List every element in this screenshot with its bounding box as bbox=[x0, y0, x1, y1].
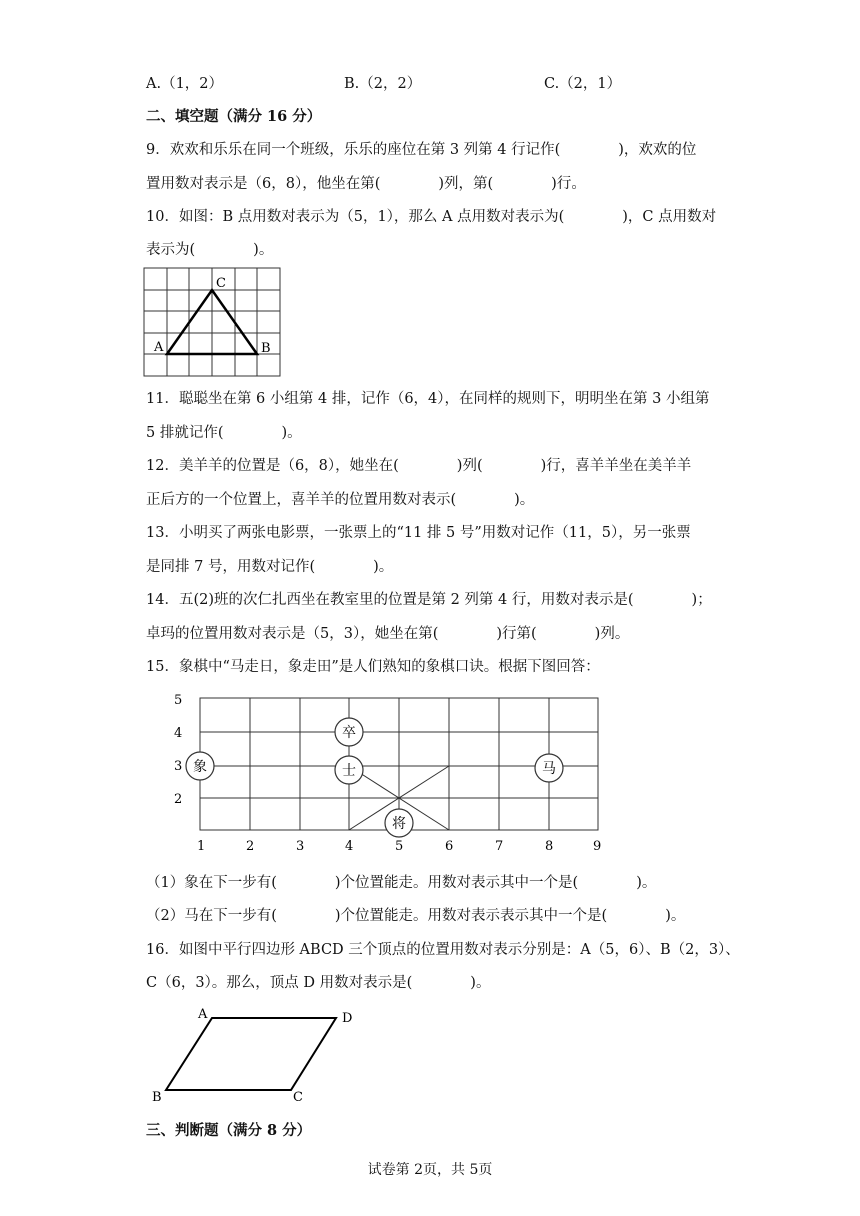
q16-parallelogram bbox=[146, 1004, 366, 1108]
x-tick-9: 9 bbox=[593, 839, 602, 854]
page-footer: 试卷第 2页，共 5页 bbox=[367, 1162, 493, 1178]
x-tick-5: 5 bbox=[395, 839, 404, 854]
q9-line2: 置用数对表示是（6，8），他坐在第( )列，第( )行。 bbox=[146, 176, 586, 192]
q15-sub2: （2）马在下一步有( )个位置能走。用数对表示表示其中一个是( )。 bbox=[146, 908, 686, 924]
q13-line2: 是同排 7 号，用数对记作( )。 bbox=[146, 559, 394, 575]
piece-zu-label: 卒 bbox=[342, 725, 356, 741]
q11-line1: 11．聪聪坐在第 6 小组第 4 排，记作（6，4），在同样的规则下，明明坐在第 3 小组第 bbox=[146, 391, 710, 407]
x-tick-8: 8 bbox=[545, 839, 554, 854]
vertex-label-b: B bbox=[152, 1090, 162, 1105]
x-tick-1: 1 bbox=[197, 839, 206, 854]
piece-ma-label: 马 bbox=[542, 761, 556, 777]
piece-jiang-label: 将 bbox=[392, 816, 406, 832]
piece-shi bbox=[335, 756, 363, 784]
option-a: A.（1，2） bbox=[146, 76, 224, 92]
x-tick-2: 2 bbox=[246, 839, 255, 854]
q16-line1: 16．如图中平行四边形 ABCD 三个顶点的位置用数对表示分别是：A（5，6）、B（2，3）、 bbox=[146, 942, 740, 958]
q9-line1: 9．欢欢和乐乐在同一个班级，乐乐的座位在第 3 列第 4 行记作( )，欢欢的位 bbox=[146, 142, 697, 158]
piece-xiang bbox=[186, 752, 214, 780]
vertex-label-c: C bbox=[293, 1090, 303, 1105]
piece-shi-label: 士 bbox=[342, 763, 356, 779]
piece-zu bbox=[335, 718, 363, 746]
q14-line2: 卓玛的位置用数对表示是（5，3），她坐在第( )行第( )列。 bbox=[146, 626, 630, 642]
x-tick-4: 4 bbox=[345, 839, 354, 854]
q15-line1: 15．象棋中“马走日，象走田”是人们熟知的象棋口诀。根据下图回答： bbox=[146, 659, 600, 675]
q11-line2: 5 排就记作( )。 bbox=[146, 425, 302, 441]
q15-chess-board bbox=[160, 684, 620, 860]
x-tick-6: 6 bbox=[445, 839, 454, 854]
point-label-a: A bbox=[154, 340, 164, 355]
q10-line1: 10．如图：B 点用数对表示为（5，1），那么 A 点用数对表示为( )，C 点用数对 bbox=[146, 209, 717, 225]
q14-line1: 14．五(2)班的次仁扎西坐在教室里的位置是第 2 列第 4 行，用数对表示是( )； bbox=[146, 592, 712, 608]
option-c: C.（2，1） bbox=[544, 76, 622, 92]
y-tick-2: 2 bbox=[174, 792, 183, 807]
q12-line2: 正后方的一个位置上，喜羊羊的位置用数对表示( )。 bbox=[146, 492, 535, 508]
vertex-label-a: A bbox=[198, 1007, 208, 1022]
piece-ma bbox=[535, 754, 563, 782]
x-tick-3: 3 bbox=[296, 839, 305, 854]
x-tick-7: 7 bbox=[495, 839, 504, 854]
section3-title: 三、判断题（满分 8 分） bbox=[146, 1122, 312, 1139]
vertex-label-d: D bbox=[342, 1011, 353, 1026]
y-tick-3: 3 bbox=[174, 759, 183, 774]
y-tick-4: 4 bbox=[174, 726, 183, 741]
point-label-b: B bbox=[261, 341, 271, 356]
point-label-c: C bbox=[216, 276, 226, 291]
q16-line2: C（6，3）。那么，顶点 D 用数对表示是( )。 bbox=[146, 975, 491, 991]
q13-line1: 13．小明买了两张电影票，一张票上的“11 排 5 号”用数对记作（11，5），另一张票 bbox=[146, 525, 691, 541]
q10-line2: 表示为( )。 bbox=[146, 242, 274, 258]
y-tick-5: 5 bbox=[174, 693, 183, 708]
section2-title: 二、填空题（满分 16 分） bbox=[146, 108, 322, 125]
q15-sub1: （1）象在下一步有( )个位置能走。用数对表示其中一个是( )。 bbox=[146, 875, 657, 891]
piece-jiang bbox=[385, 809, 413, 837]
option-b: B.（2，2） bbox=[344, 76, 422, 92]
parallelogram-abcd bbox=[166, 1018, 336, 1090]
q10-grid-figure bbox=[140, 262, 290, 380]
q12-line1: 12．美羊羊的位置是（6，8），她坐在( )列( )行，喜羊羊坐在美羊羊 bbox=[146, 458, 692, 474]
piece-xiang-label: 象 bbox=[193, 759, 207, 775]
